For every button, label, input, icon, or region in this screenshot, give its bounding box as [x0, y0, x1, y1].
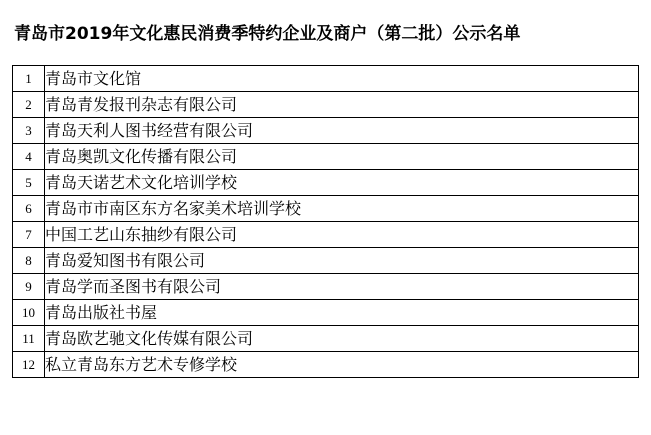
listing-table-body	[13, 66, 639, 378]
row-index: 12	[13, 352, 45, 378]
row-index: 3	[13, 118, 45, 144]
row-entity-name: 青岛青发报刊杂志有限公司	[45, 92, 639, 118]
row-index: 2	[13, 92, 45, 118]
row-index: 6	[13, 196, 45, 222]
row-index: 8	[13, 248, 45, 274]
row-entity-name: 私立青岛东方艺术专修学校	[45, 352, 639, 378]
row-entity-name: 青岛欧艺驰文化传媒有限公司	[45, 326, 639, 352]
row-entity-name: 中国工艺山东抽纱有限公司	[45, 222, 639, 248]
row-index: 10	[13, 300, 45, 326]
table-row	[13, 118, 639, 144]
row-index: 11	[13, 326, 45, 352]
row-entity-name: 青岛天利人图书经营有限公司	[45, 118, 639, 144]
row-entity-name: 青岛市文化馆	[45, 66, 639, 92]
row-index: 7	[13, 222, 45, 248]
row-index: 1	[13, 66, 45, 92]
listing-table-container	[0, 48, 651, 378]
row-entity-name: 青岛天诺艺术文化培训学校	[45, 170, 639, 196]
row-index: 4	[13, 144, 45, 170]
table-row	[13, 196, 639, 222]
table-row	[13, 274, 639, 300]
table-row	[13, 326, 639, 352]
table-row	[13, 170, 639, 196]
row-entity-name: 青岛出版社书屋	[45, 300, 639, 326]
row-entity-name: 青岛奥凯文化传播有限公司	[45, 144, 639, 170]
table-row	[13, 222, 639, 248]
row-index: 5	[13, 170, 45, 196]
page-title: 青岛市2019年文化惠民消费季特约企业及商户（第二批）公示名单	[14, 24, 521, 44]
row-index: 9	[13, 274, 45, 300]
listing-table	[12, 65, 639, 378]
row-entity-name: 青岛爱知图书有限公司	[45, 248, 639, 274]
table-row	[13, 92, 639, 118]
table-row	[13, 248, 639, 274]
table-row	[13, 144, 639, 170]
table-row	[13, 66, 639, 92]
row-entity-name: 青岛学而圣图书有限公司	[45, 274, 639, 300]
table-row	[13, 300, 639, 326]
row-entity-name: 青岛市市南区东方名家美术培训学校	[45, 196, 639, 222]
table-row	[13, 352, 639, 378]
